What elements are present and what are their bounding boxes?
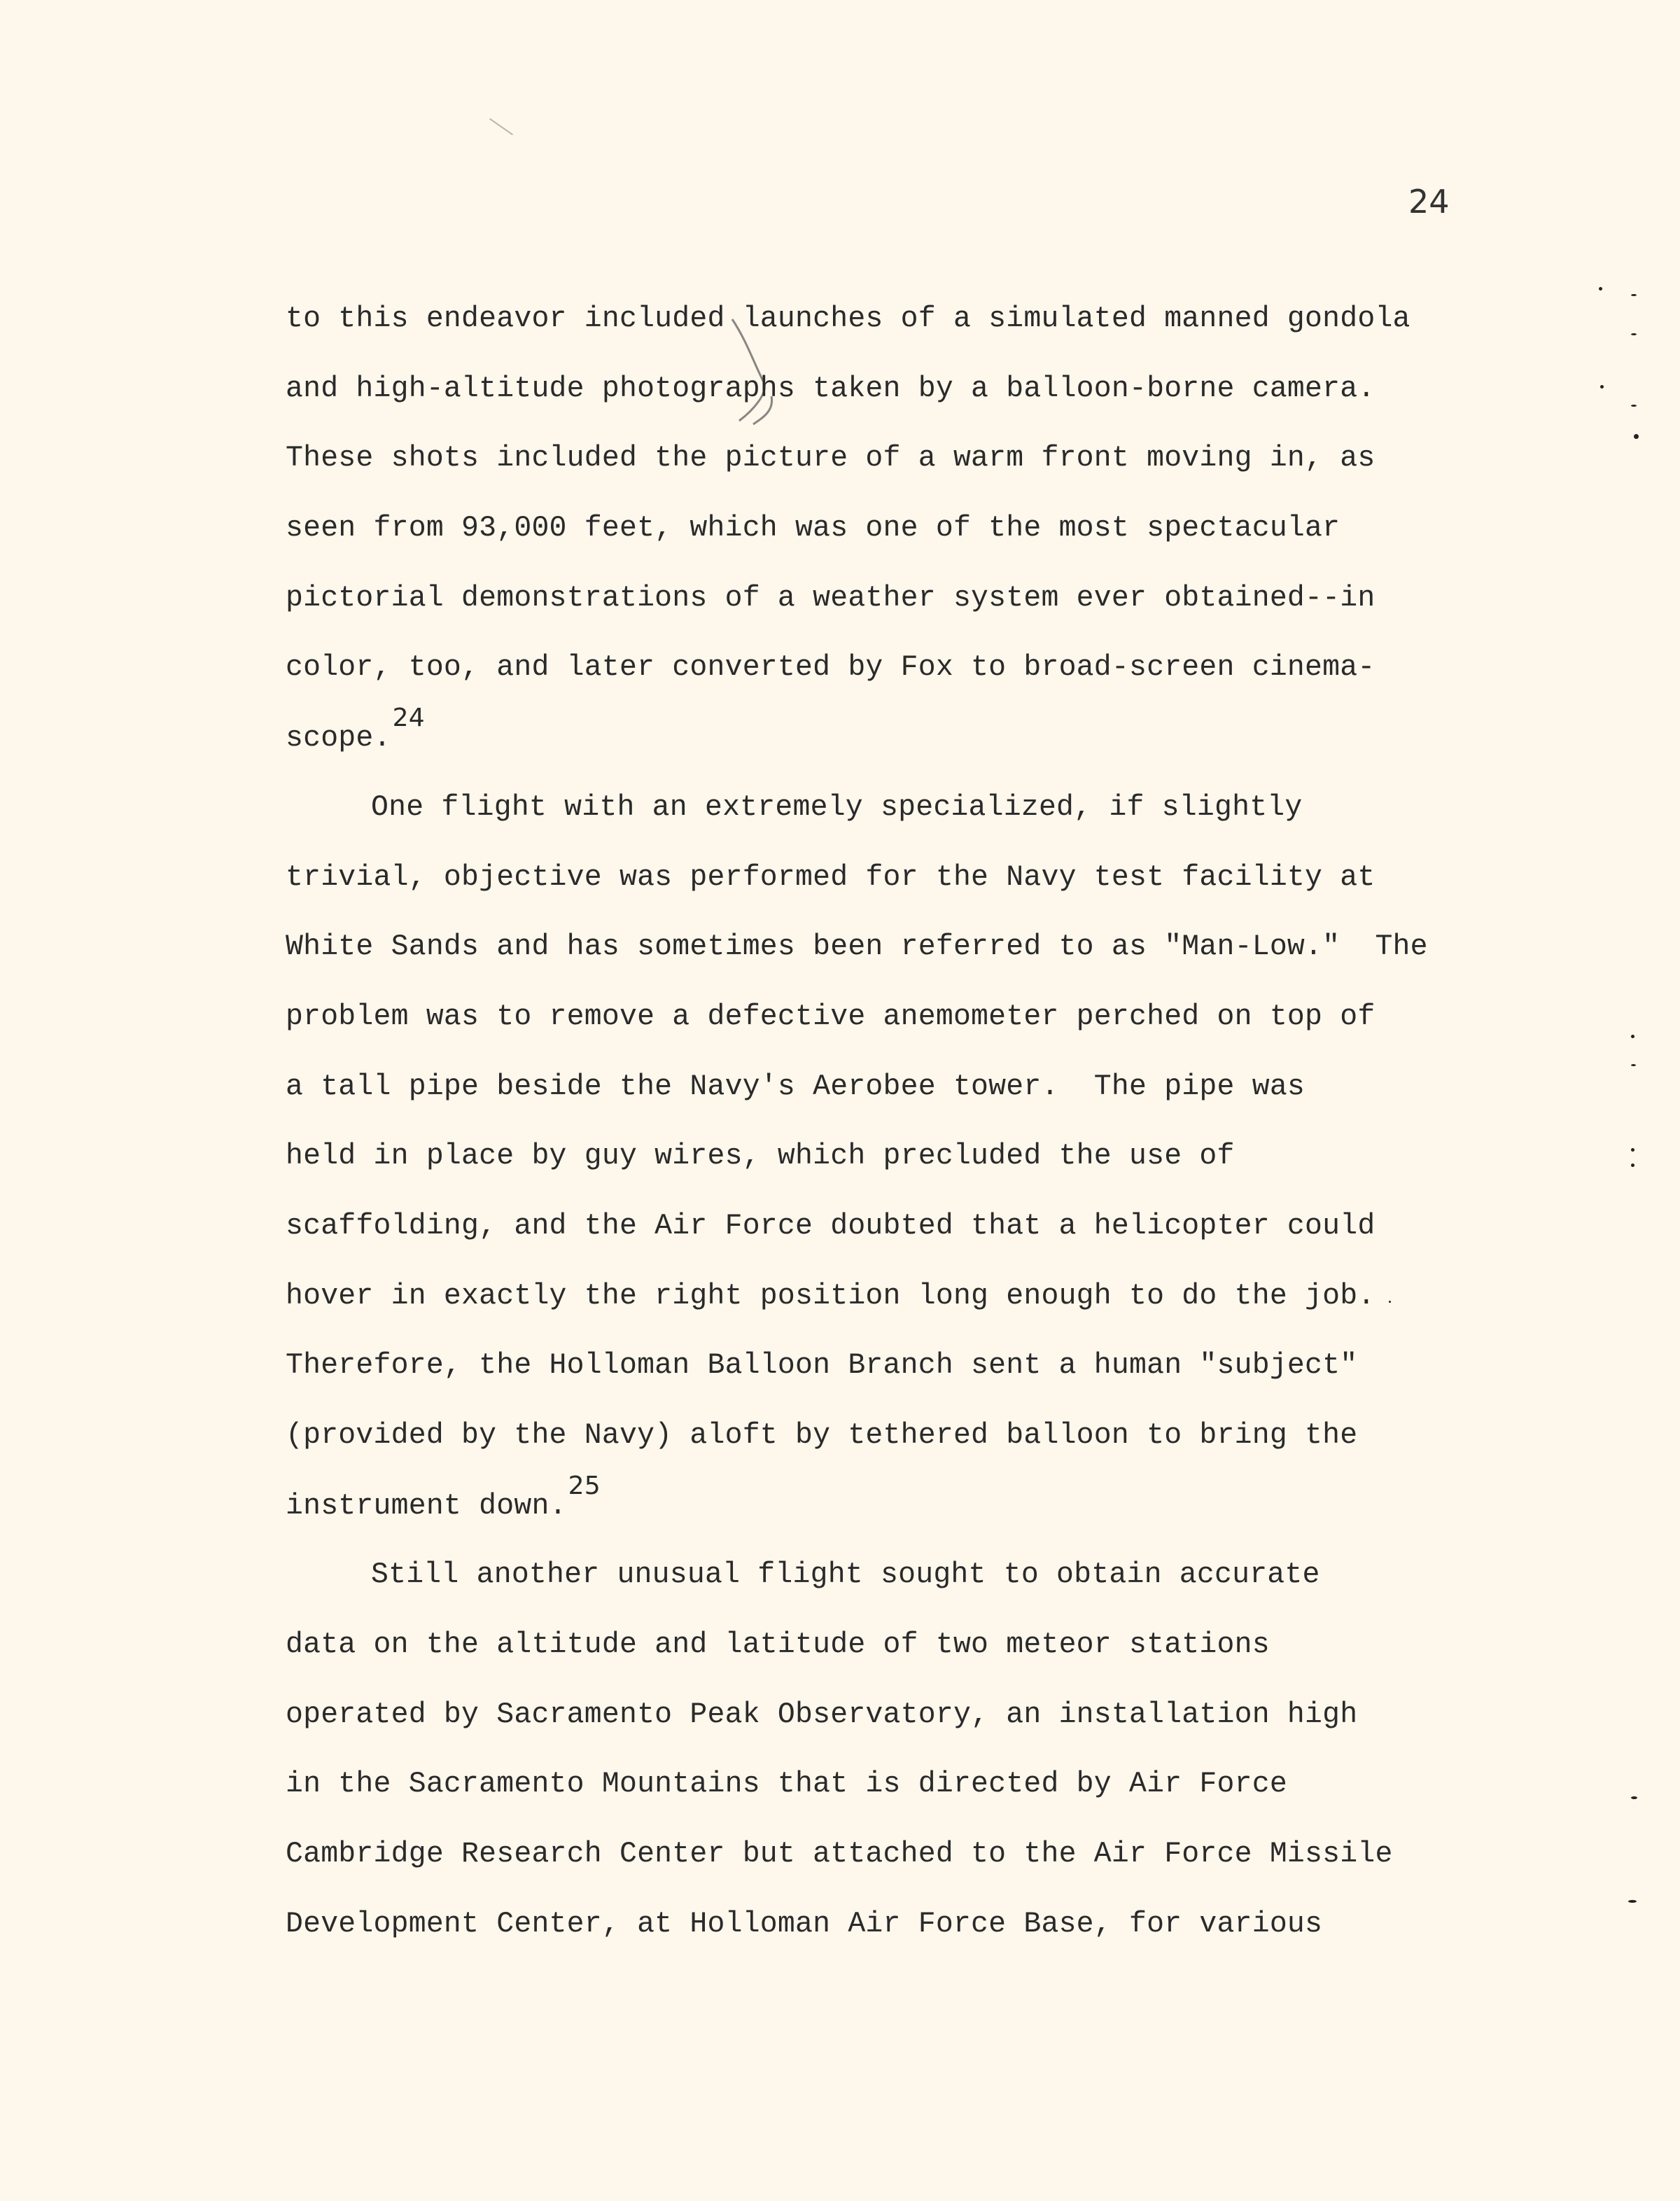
text-line (286, 1889, 1434, 1959)
line-text: Still another unusual flight sought to obtain accurate (371, 1558, 1320, 1592)
text-line (286, 354, 1434, 424)
line-text: data on the altitude and latitude of two meteor stations (286, 1628, 1270, 1662)
line-text: One flight with an extremely specialized, if slightly (371, 790, 1303, 824)
line-text: (provided by the Navy) aloft by tethered balloon to bring the (286, 1419, 1358, 1452)
line-text: hover in exactly the right position long enough to do the job. (286, 1279, 1376, 1313)
text-line (286, 1331, 1434, 1401)
line-text: operated by Sacramento Peak Observatory, an installation high (286, 1698, 1358, 1731)
line-text: to this endeavor included launches of a simulated manned gondola (286, 302, 1410, 335)
text-line (286, 494, 1434, 564)
line-text: Cambridge Research Center but attached to the Air Force Missile (286, 1838, 1393, 1871)
text-line (286, 703, 1434, 773)
text-line (286, 1610, 1434, 1680)
text-line (286, 982, 1434, 1052)
text-line (286, 1471, 1434, 1541)
text-line (286, 1540, 1434, 1610)
text-line (286, 1749, 1434, 1819)
text-line (286, 773, 1434, 843)
line-text: and high-altitude photographs taken by a balloon-borne camera. (286, 372, 1376, 405)
line-text: a tall pipe beside the Navy's Aerobee tower. The pipe was (286, 1070, 1306, 1103)
text-line (286, 1192, 1434, 1262)
page-number: 24 (1408, 183, 1450, 221)
text-line (286, 1262, 1434, 1332)
text-line (286, 284, 1434, 354)
text-line (286, 1680, 1434, 1750)
text-line (286, 1122, 1434, 1192)
line-text: These shots included the picture of a warm front moving in, as (286, 442, 1376, 475)
text-line (286, 912, 1434, 982)
line-text: scope. (286, 722, 391, 755)
line-text: pictorial demonstrations of a weather system ever obtained--in (286, 581, 1376, 615)
text-line (286, 1052, 1434, 1122)
line-text: Development Center, at Holloman Air Force Base, for various (286, 1907, 1323, 1941)
line-text: scaffolding, and the Air Force doubted that a helicopter could (286, 1209, 1376, 1243)
text-line (286, 633, 1434, 703)
footnote-marker: 24 (392, 704, 425, 733)
stray-pencil-mark (489, 118, 513, 136)
body-text (286, 284, 1434, 1959)
line-text: Therefore, the Holloman Balloon Branch sent a human "subject" (286, 1349, 1358, 1383)
line-text: trivial, objective was performed for the Navy test facility at (286, 860, 1376, 894)
line-text: seen from 93,000 feet, which was one of the most spectacular (286, 512, 1340, 545)
footnote-marker: 25 (568, 1471, 601, 1500)
line-text: problem was to remove a defective anemometer perched on top of (286, 1000, 1376, 1033)
line-text: color, too, and later converted by Fox to broad-screen cinema- (286, 651, 1376, 685)
text-line (286, 424, 1434, 494)
text-line (286, 564, 1434, 634)
text-line (286, 843, 1434, 913)
text-line (286, 1401, 1434, 1471)
line-text: in the Sacramento Mountains that is directed by Air Force (286, 1768, 1287, 1801)
line-text: held in place by guy wires, which precluded the use of (286, 1140, 1235, 1173)
line-text: instrument down. (286, 1489, 567, 1523)
text-line (286, 1819, 1434, 1889)
line-text: White Sands and has sometimes been referred to as "Man-Low." The (286, 930, 1428, 964)
